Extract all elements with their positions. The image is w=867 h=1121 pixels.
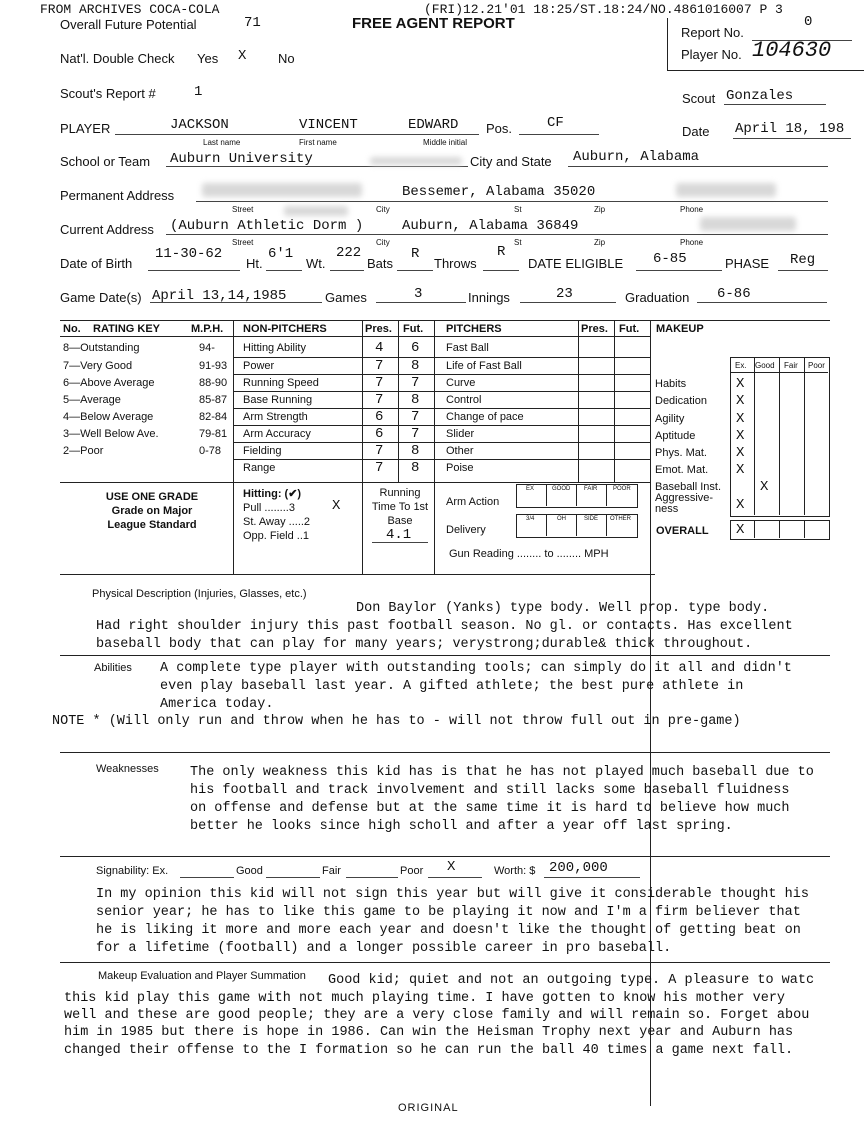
pitcher-row-label: Poise (446, 462, 474, 474)
pitchers-header: PITCHERS (446, 323, 502, 335)
school-label: School or Team (60, 154, 151, 169)
makeup-row-label: Phys. Mat. (655, 447, 707, 459)
graduation-underline (697, 302, 827, 303)
makeup-row-label: Dedication (655, 395, 707, 407)
pitcher-row-label: Slider (446, 428, 475, 440)
summation-line: changed their offense to the I formation so he can run the ball 40 times a game next fall. (64, 1043, 794, 1058)
first-name-caption: First name (299, 138, 337, 147)
grid-header-line (60, 336, 650, 337)
rating-key-row: 3—Well Below Ave. (63, 428, 159, 440)
delivery-side: SIDE (584, 516, 599, 522)
makeup-row-label: Habits (655, 378, 687, 390)
permanent-address-value: Bessemer, Alabama 35020 (402, 184, 596, 200)
box-divider (606, 484, 607, 506)
bats-value: R (411, 246, 420, 262)
weaknesses-line: better he looks since high scholl and after a year off last spring. (190, 819, 733, 834)
redacted-current-phone (700, 217, 796, 231)
arm-action-fair: FAIR (584, 486, 598, 492)
current-address-label: Current Address (60, 222, 154, 237)
overall-col (754, 520, 755, 538)
makeup-row-mark: X (736, 376, 745, 392)
rating-key-row: 2—Poor (63, 445, 104, 457)
np-row-pres: 7 (375, 460, 384, 476)
arm-action-label: Arm Action (446, 496, 500, 508)
summation-line: this kid play this game with not much playing time. I have gotten to know his mother very (64, 991, 786, 1006)
makeup-row-mark: X (736, 445, 745, 461)
double-check-yes-mark: X (238, 48, 247, 64)
pitcher-row-label: Other (446, 445, 474, 457)
running-time-underline (372, 542, 428, 543)
rating-key-row: 7—Very Good (63, 360, 133, 372)
p-fut-header: Fut. (619, 323, 640, 335)
makeup-grid (730, 357, 830, 517)
report-no-value: 0 (804, 14, 813, 30)
signability-poor: Poor (400, 865, 424, 877)
st-caption: St (514, 205, 522, 214)
section-divider (60, 856, 830, 857)
signability-fair: Fair (322, 865, 341, 877)
last-name-caption: Last name (203, 138, 241, 147)
pitcher-row-label: Control (446, 394, 482, 406)
signability-poor-mark: X (447, 859, 456, 875)
ht-underline (266, 270, 302, 271)
pitcher-row-label: Curve (446, 377, 476, 389)
makeup-row-mark: X (760, 479, 769, 495)
grid-col-line-1 (233, 320, 234, 574)
delivery-oh: OH (557, 516, 566, 522)
np-row-label: Base Running (243, 394, 313, 406)
game-dates-underline (150, 302, 322, 303)
ex-underline (180, 877, 234, 878)
np-row-fut: 8 (411, 460, 420, 476)
signability-good: Good (236, 865, 263, 877)
phase-underline (778, 270, 828, 271)
grid-col-line-3 (398, 320, 399, 482)
abilities-line: A complete type player with outstanding tools; can simply do it all and didn't (160, 661, 792, 676)
date-eligible-label: DATE ELIGIBLE (528, 256, 624, 271)
physical-line: baseball body that can play for many years; verystrong;durable& thick throughout. (96, 637, 753, 652)
overall-col (804, 520, 805, 538)
bats-label: Bats (367, 256, 394, 271)
makeup-row-mark: X (736, 411, 745, 427)
np-fut-header: Fut. (403, 323, 424, 335)
signability-line: he is liking it more and more each year and doesn't like the thought of getting beat on (96, 923, 801, 938)
makeup-row-label: Aggressive-ness (655, 492, 714, 515)
abilities-note: NOTE * (Will only run and throw when he has to - will not throw full out in pre-game) (52, 714, 741, 729)
row-line (234, 459, 650, 460)
overall-label: OVERALL (656, 525, 709, 537)
rating-key-row: 4—Below Average (63, 411, 154, 423)
np-row-pres: 7 (375, 443, 384, 459)
date-label: Date (682, 124, 710, 139)
summation-label: Makeup Evaluation and Player Summation (98, 970, 306, 982)
np-row-pres: 7 (375, 375, 384, 391)
makeup-row-mark: X (736, 497, 745, 513)
throws-label: Throws (434, 256, 477, 271)
abilities-label: Abilities (94, 662, 132, 674)
fair-underline (346, 877, 398, 878)
pitcher-row-label: Change of pace (446, 411, 524, 423)
footer-original: ORIGINAL (398, 1102, 459, 1114)
double-check-label: Nat'l. Double Check (60, 51, 175, 66)
report-no-label: Report No. (681, 25, 744, 40)
zip-caption-2: Zip (594, 238, 606, 247)
pull-mark: X (332, 498, 341, 514)
overall-mark: X (736, 522, 745, 538)
scout-label: Scout (682, 91, 716, 106)
np-row-pres: 7 (375, 392, 384, 408)
scouts-report-value: 1 (194, 84, 203, 100)
np-row-label: Running Speed (243, 377, 319, 389)
overall-box (730, 520, 830, 540)
rating-key-header: RATING KEY (93, 323, 161, 335)
makeup-col-fair: Fair (784, 361, 798, 370)
middle-name-caption: Middle initial (423, 138, 468, 147)
street-caption-2: Street (232, 238, 254, 247)
p-pres-header: Pres. (581, 323, 608, 335)
section-divider (60, 962, 830, 963)
np-row-label: Hitting Ability (243, 342, 306, 354)
rating-key-row: 8—Outstanding (63, 342, 140, 354)
np-row-pres: 4 (375, 340, 384, 356)
section-divider (60, 655, 830, 656)
pos-value: CF (547, 115, 564, 131)
gun-reading-label: Gun Reading ........ to ........ MPH (449, 548, 609, 560)
makeup-col-poor: Poor (808, 361, 825, 370)
redacted-school-extra (370, 157, 462, 165)
np-row-fut: 8 (411, 392, 420, 408)
player-underline (115, 134, 479, 135)
physical-line: Don Baylor (Yanks) type body. Well prop. type body. (356, 601, 770, 616)
np-row-label: Range (243, 462, 276, 474)
makeup-col-good: Good (755, 361, 775, 370)
np-row-label: Arm Accuracy (243, 428, 311, 440)
rating-key-mph: 94- (199, 342, 215, 354)
school-underline (166, 166, 468, 167)
running-time-value: 4.1 (386, 527, 412, 543)
np-row-label: Fielding (243, 445, 282, 457)
np-row-fut: 7 (411, 375, 420, 391)
fax-header-left: FROM ARCHIVES COCA-COLA (40, 2, 220, 17)
box-divider (576, 484, 577, 506)
scouts-report-label: Scout's Report # (60, 86, 156, 101)
city-state-value: Auburn, Alabama (573, 149, 700, 165)
makeup-col (754, 357, 755, 515)
fax-header-right: (FRI)12.21'01 18:25/ST.18:24/NO.4861016007 P 3 (424, 2, 783, 17)
np-row-label: Power (243, 360, 275, 372)
makeup-row-label: Aptitude (655, 430, 696, 442)
permanent-address-underline (196, 201, 828, 202)
phone-caption: Phone (680, 205, 704, 214)
box-divider (546, 484, 547, 506)
delivery-label: Delivery (446, 524, 486, 536)
city-state-underline (568, 166, 828, 167)
rating-key-mph: 88-90 (199, 377, 228, 389)
player-last-name: JACKSON (170, 117, 229, 133)
arm-action-ex: EX (526, 486, 535, 492)
date-eligible-underline (636, 270, 722, 271)
player-no-label: Player No. (681, 47, 742, 62)
redacted-current-street (284, 206, 348, 216)
row-line (234, 425, 650, 426)
makeup-row-mark: X (736, 462, 745, 478)
dob-label: Date of Birth (60, 256, 133, 271)
st-away-label: St. Away .....2 (243, 516, 311, 528)
graduation-value: 6-86 (717, 286, 751, 302)
summation-line: well and these are good people; they are a very close family and will remain so. Forget abou (64, 1008, 810, 1023)
scout-underline (724, 104, 826, 105)
row-line (234, 408, 650, 409)
summation-line: him in 1985 but there is hope in 1986. Can win the Heisman Trophy next year and Auburn has (64, 1025, 794, 1040)
arm-action-good: GOOD (552, 486, 571, 492)
dob-underline (148, 270, 240, 271)
grid-col-line-4 (434, 320, 435, 574)
games-underline (376, 302, 466, 303)
weaknesses-label: Weaknesses (96, 763, 159, 775)
physical-line: Had right shoulder injury this past football season. No gl. or contacts. Has excellent (96, 619, 793, 634)
games-label: Games (325, 290, 367, 305)
bats-underline (397, 270, 433, 271)
overall-future-potential-label: Overall Future Potential (60, 17, 197, 32)
grid-bottom-line (60, 574, 655, 575)
redacted-street (202, 183, 362, 197)
np-row-fut: 7 (411, 426, 420, 442)
row-line (234, 442, 650, 443)
worth-label: Worth: $ (494, 865, 536, 877)
game-dates-value: April 13,14,1985 (152, 288, 287, 304)
makeup-col (804, 357, 805, 515)
city-state-label: City and State (470, 154, 552, 169)
street-caption: Street (232, 205, 254, 214)
phase-value: Reg (790, 252, 816, 268)
grid-col-line-5 (578, 320, 579, 482)
opp-field-label: Opp. Field ..1 (243, 530, 310, 542)
double-check-yes: Yes (197, 51, 219, 66)
grid-top-line (60, 320, 830, 321)
overall-future-potential-value: 71 (244, 15, 261, 31)
makeup-row-mark: X (736, 393, 745, 409)
redacted-phone (676, 183, 776, 197)
summation-first-line: Good kid; quiet and not an outgoing type. A pleasure to watc (328, 973, 815, 988)
delivery-3-4: 3/4 (526, 516, 535, 522)
throws-value: R (497, 244, 506, 260)
rating-key-mph: 85-87 (199, 394, 228, 406)
rating-key-mph: 0-78 (199, 445, 222, 457)
throws-underline (483, 270, 519, 271)
np-row-label: Arm Strength (243, 411, 308, 423)
weaknesses-line: his football and track involvement and still lacks some baseball fluidness (190, 783, 790, 798)
rating-key-mph: 91-93 (199, 360, 228, 372)
makeup-row-label: Agility (655, 413, 685, 425)
box-divider (576, 514, 577, 536)
poor-underline (428, 877, 482, 878)
np-pres-header: Pres. (365, 323, 392, 335)
running-time-label: Running Time To 1st Base (371, 487, 429, 527)
makeup-col (779, 357, 780, 515)
current-city-value: Auburn, Alabama 36849 (402, 218, 579, 234)
np-row-pres: 6 (375, 426, 384, 442)
makeup-row (730, 372, 828, 373)
worth-value: 200,000 (549, 860, 608, 876)
signability-line: for a lifetime (football) and a longer possible career in pro baseball. (96, 941, 672, 956)
ht-label: Ht. (246, 256, 263, 271)
wt-underline (330, 270, 364, 271)
rating-key-row: 5—Average (63, 394, 121, 406)
rating-key-row: 6—Above Average (63, 377, 155, 389)
player-label: PLAYER (60, 121, 111, 136)
good-underline (266, 877, 320, 878)
makeup-row-label: Emot. Mat. (655, 464, 709, 476)
pull-label: Pull ........3 (243, 502, 295, 514)
pos-label: Pos. (486, 121, 513, 136)
dob-value: 11-30-62 (155, 246, 223, 262)
current-address-value: (Auburn Athletic Dorm ) (170, 218, 364, 234)
double-check-no: No (278, 51, 295, 66)
abilities-line: even play baseball last year. A gifted athlete; the best pure athlete in (160, 679, 744, 694)
row-line (234, 374, 650, 375)
makeup-row-mark: X (736, 428, 745, 444)
np-row-pres: 6 (375, 409, 384, 425)
grid-col-line-2 (362, 320, 363, 574)
graduation-label: Graduation (625, 290, 690, 305)
weaknesses-line: on offense and defense but at the same time it is hard to believe how much (190, 801, 790, 816)
city-caption: City (376, 205, 390, 214)
school-value: Auburn University (170, 151, 313, 167)
player-middle-name: EDWARD (408, 117, 459, 133)
overall-col (779, 520, 780, 538)
makeup-row-label: Baseball Inst. (655, 481, 722, 493)
hitting-label: Hitting: (✔) (243, 488, 302, 500)
signability-line: senior year; he has to like this game to be playing it now and I'm a firm believer that (96, 905, 801, 920)
innings-value: 23 (556, 286, 573, 302)
grid-lower-line (60, 482, 650, 483)
row-line (234, 357, 650, 358)
wt-label: Wt. (306, 256, 326, 271)
box-divider (606, 514, 607, 536)
st-caption-2: St (514, 238, 522, 247)
city-caption-2: City (376, 238, 390, 247)
scout-value: Gonzales (726, 88, 794, 104)
signability-line: In my opinion this kid will not sign this year but will give it considerable thought his (96, 887, 809, 902)
mph-header: M.P.H. (191, 323, 224, 335)
date-eligible-value: 6-85 (653, 251, 687, 267)
pos-underline (519, 134, 599, 135)
game-dates-label: Game Date(s) (60, 290, 142, 305)
row-line (234, 391, 650, 392)
current-address-underline (166, 234, 828, 235)
phase-label: PHASE (725, 256, 770, 271)
makeup-col-ex: Ex. (735, 361, 747, 370)
np-row-fut: 8 (411, 358, 420, 374)
innings-underline (520, 302, 616, 303)
rating-no-header: No. (63, 323, 81, 335)
grid-col-line-6 (614, 320, 615, 482)
box-divider (546, 514, 547, 536)
signability-label: Signability: Ex. (96, 865, 169, 877)
player-no-value: 104630 (752, 38, 832, 63)
ht-value: 6'1 (268, 246, 294, 262)
wt-value: 222 (336, 245, 362, 261)
abilities-line: America today. (160, 697, 274, 712)
np-row-fut: 8 (411, 443, 420, 459)
np-row-fut: 6 (411, 340, 420, 356)
zip-caption: Zip (594, 205, 606, 214)
delivery-other: OTHER (610, 516, 631, 522)
np-row-fut: 7 (411, 409, 420, 425)
player-first-name: VINCENT (299, 117, 358, 133)
section-divider (60, 752, 830, 753)
date-underline (733, 138, 851, 139)
date-value: April 18, 198 (735, 121, 845, 137)
phone-caption-2: Phone (680, 238, 704, 247)
non-pitchers-header: NON-PITCHERS (243, 323, 327, 335)
makeup-header: MAKEUP (656, 323, 704, 335)
use-one-grade-note: USE ONE GRADE Grade on Major League Standard (105, 491, 199, 531)
form-title: FREE AGENT REPORT (352, 15, 515, 32)
arm-action-poor: POOR (613, 486, 631, 492)
games-value: 3 (414, 286, 423, 302)
physical-label: Physical Description (Injuries, Glasses, etc.) (92, 588, 307, 600)
weaknesses-line: The only weakness this kid has is that he has not played much baseball due to (190, 765, 814, 780)
pitcher-row-label: Fast Ball (446, 342, 489, 354)
innings-label: Innings (468, 290, 510, 305)
np-row-pres: 7 (375, 358, 384, 374)
permanent-address-label: Permanent Address (60, 188, 175, 203)
worth-underline (544, 877, 640, 878)
rating-key-mph: 82-84 (199, 411, 228, 423)
rating-key-mph: 79-81 (199, 428, 228, 440)
pitcher-row-label: Life of Fast Ball (446, 360, 522, 372)
